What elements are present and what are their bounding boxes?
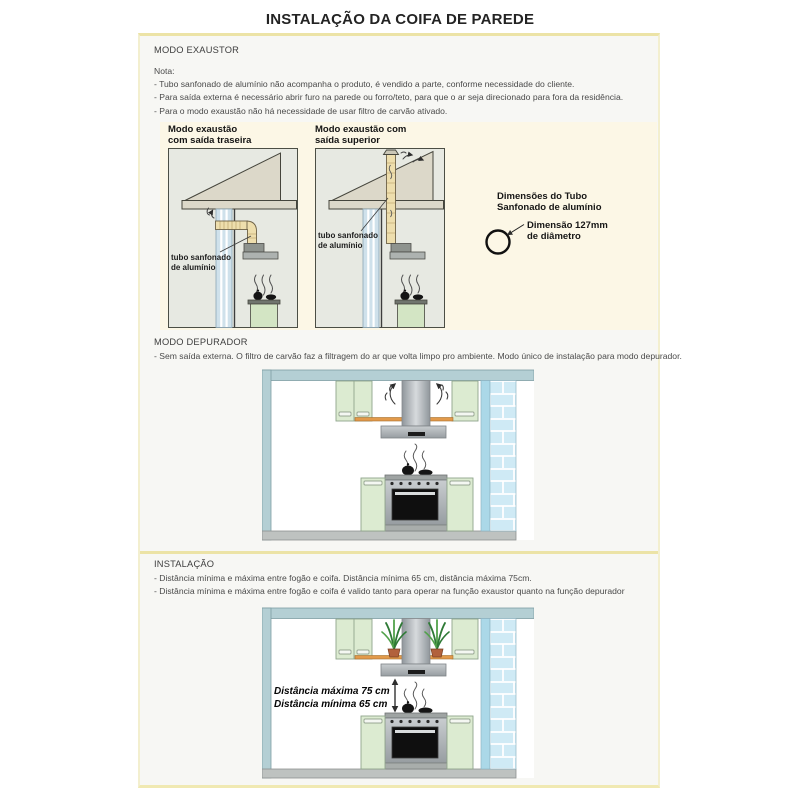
kitchen-instalacao-diagram xyxy=(262,606,534,785)
duct-label-line1: tubo sanfonado xyxy=(171,253,231,262)
exaustor-figure xyxy=(160,122,657,330)
oven-handle xyxy=(395,492,435,495)
exaustor-heading: MODO EXAUSTOR xyxy=(154,45,240,55)
stove-base xyxy=(380,763,452,769)
page-title: INSTALAÇÃO DA COIFA DE PAREDE xyxy=(265,11,535,28)
exaustor-note: - Para o modo exaustão não há necessidade de usar filtro de carvão ativado. xyxy=(154,106,448,116)
duct-cap xyxy=(384,150,399,155)
stove xyxy=(380,475,452,531)
top-outlet-diagram xyxy=(315,148,445,328)
brick-wall xyxy=(481,381,516,532)
tube-circle xyxy=(487,231,510,254)
section-divider xyxy=(140,551,658,554)
ceiling xyxy=(262,370,534,381)
rear-outlet-title-line1: Modo exaustão xyxy=(168,124,238,135)
exaustor-note: - Para saída externa é necessário abrir furo na parede ou forro/teto, para que o ar seja direcionado para fora da residência. xyxy=(154,92,624,102)
exaustor-note: - Tubo sanfonado de alumínio não acompanha o produto, é vendido a parte, conforme necessidade do cliente. xyxy=(154,79,575,89)
depurador-note: - Sem saída externa. O filtro de carvão faz a filtragem do ar que volta limpo pro ambiente. Modo único de instalação para modo depurador. xyxy=(154,351,682,361)
stove-base xyxy=(380,525,452,531)
tube-dim-title-line1: Dimensões do Tubo xyxy=(497,191,588,202)
distance-min-label: Distância mínima 65 cm xyxy=(274,699,388,710)
tube-dim-title-line2: Sanfonado de alumínio xyxy=(497,202,602,213)
instalacao-note: - Distância mínima e máxima entre fogão e coifa. Distância mínima 65 cm, distância máxima 75cm. xyxy=(154,573,532,583)
wall-column xyxy=(363,209,382,328)
ceiling xyxy=(262,608,534,619)
distance-max-label: Distância máxima 75 cm xyxy=(274,686,390,697)
kitchen-depurador-diagram xyxy=(262,368,534,547)
depurador-heading: MODO DEPURADOR xyxy=(154,337,248,347)
top-outlet-title xyxy=(315,124,406,146)
brick-wall xyxy=(481,619,516,770)
rear-outlet-title xyxy=(168,124,251,146)
left-wall xyxy=(262,608,271,778)
stove xyxy=(248,300,280,328)
duct-label-line2: de alumínio xyxy=(318,241,363,250)
top-outlet-title-line1: Modo exaustão com xyxy=(315,124,407,135)
tube-dim-value-line2: de diâmetro xyxy=(527,231,581,242)
rear-outlet-diagram xyxy=(168,148,298,328)
instalacao-heading: INSTALAÇÃO xyxy=(154,559,215,569)
instalacao-note: - Distância mínima e máxima entre fogão e coifa é valido tanto para operar na função exaustor quanto na função depurador xyxy=(154,586,625,596)
left-wall xyxy=(262,370,271,540)
content-panel xyxy=(138,33,682,788)
top-outlet-title-line2: saída superior xyxy=(315,135,380,146)
nota-label: Nota: xyxy=(154,66,175,76)
duct-label-line2: de alumínio xyxy=(171,263,216,272)
stove xyxy=(395,300,427,328)
stove xyxy=(380,713,452,769)
tube-dim-value-line1: Dimensão 127mm xyxy=(527,220,608,231)
floor xyxy=(262,531,516,540)
duct-label-line1: tubo sanfonado xyxy=(318,231,378,240)
floor xyxy=(262,769,516,778)
dimension-leader-line xyxy=(508,225,524,235)
tube-dimension-callout xyxy=(476,178,654,302)
rear-outlet-title-line2: com saída traseira xyxy=(168,135,252,146)
oven-handle xyxy=(395,730,435,733)
